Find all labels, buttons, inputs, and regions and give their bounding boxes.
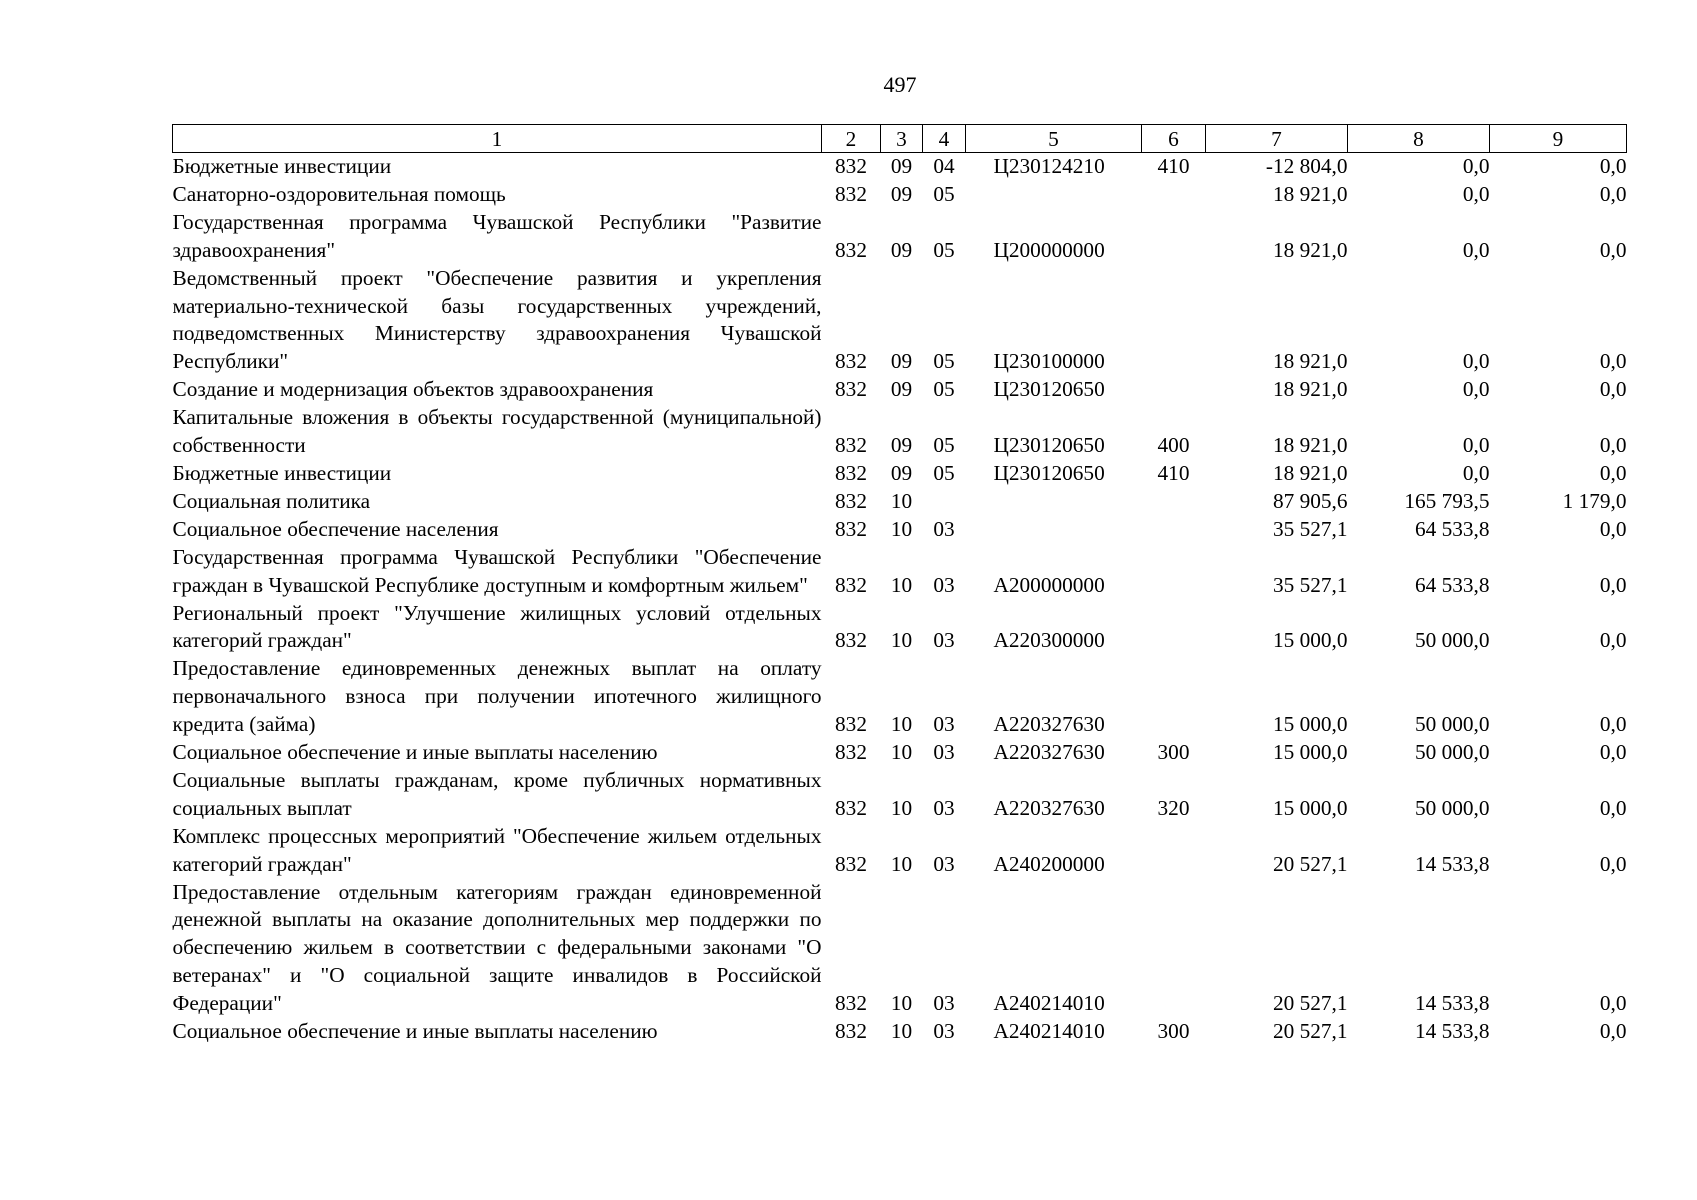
amount-col-7: 35 527,1 [1272,516,1348,541]
subsection-code: 03 [933,851,955,876]
subsection-code: 05 [933,377,955,402]
admin-code: 832 [835,991,867,1016]
admin-code: 832 [835,628,867,653]
expense-type-code [1142,488,1206,516]
target-article-code: Ц200000000 [993,237,1105,262]
amount-col-8: 0,0 [1462,433,1490,458]
table-row [173,767,1627,823]
expense-type-code: 410 [1157,154,1190,178]
amount-col-9: 0,0 [1599,460,1627,485]
amount-col-8: 0,0 [1462,154,1490,178]
table-row [173,488,1627,516]
section-code: 10 [890,712,913,737]
amount-col-8: 0,0 [1462,460,1490,485]
amount-col-9: 0,0 [1599,181,1627,206]
expense-type-code: 300 [1157,1019,1190,1044]
amount-col-8: 64 533,8 [1414,516,1490,541]
amount-col-9: 0,0 [1599,740,1627,765]
row-name: Государственная программа Чувашской Республики "Развитие здравоохранения" [172,209,822,262]
subsection-code: 03 [933,795,955,820]
subsection-code: 03 [933,516,955,541]
amount-col-7: 15 000,0 [1272,740,1348,765]
target-article-code: А220327630 [993,712,1105,737]
amount-col-7: 20 527,1 [1272,991,1348,1016]
amount-col-7: 20 527,1 [1272,1019,1348,1044]
row-name: Предоставление отдельным категориям граждан единовременной денежной выплаты на оказание дополнительных мер поддержки по обеспечению жильем в соответствии с федеральными законами "О ветеранах" и "О социальной защите инвалидов в Российской Федерации" [172,879,822,1016]
target-article-code: А220327630 [993,795,1105,820]
target-article-code: А220327630 [993,740,1105,765]
amount-col-7: 18 921,0 [1272,433,1348,458]
amount-col-9: 0,0 [1599,349,1627,374]
expense-type-code [1142,879,1206,1019]
subsection-code: 05 [933,349,955,374]
target-article-code: Ц230120650 [993,377,1105,402]
column-header-8: 8 [1348,125,1490,153]
section-code: 10 [890,795,913,820]
table-row [173,544,1627,600]
admin-code: 832 [835,349,867,374]
target-article-code [966,488,1142,516]
table-row [173,516,1627,544]
amount-col-8: 14 533,8 [1414,851,1490,876]
section-code: 09 [890,154,913,178]
table-row [173,153,1627,181]
admin-code: 832 [835,712,867,737]
amount-col-9: 0,0 [1599,712,1627,737]
admin-code: 832 [835,433,867,458]
amount-col-8: 50 000,0 [1414,795,1490,820]
row-name: Региональный проект "Улучшение жилищных условий отдельных категорий граждан" [172,600,822,653]
table-row [173,879,1627,1019]
amount-col-8: 0,0 [1462,377,1490,402]
table-row [173,209,1627,265]
target-article-code: Ц230120650 [993,433,1105,458]
section-code: 10 [890,991,913,1016]
section-code: 10 [890,740,913,765]
amount-col-8: 50 000,0 [1414,712,1490,737]
row-name: Ведомственный проект "Обеспечение развития и укрепления материально-технической базы государственных учреждений, подведомственных Министерству здравоохранения Чувашской Республики" [172,265,822,374]
row-name: Социальные выплаты гражданам, кроме публичных нормативных социальных выплат [172,767,822,820]
admin-code: 832 [835,851,867,876]
amount-col-9: 0,0 [1599,154,1627,178]
admin-code: 832 [835,181,867,206]
table-row [173,655,1627,739]
table-row [173,376,1627,404]
subsection-code: 03 [933,572,955,597]
table-row [173,600,1627,656]
expense-type-code: 300 [1157,740,1190,765]
expense-type-code [1142,209,1206,265]
section-code: 09 [890,181,913,206]
amount-col-8: 0,0 [1462,237,1490,262]
expense-type-code: 410 [1157,460,1190,485]
amount-col-8: 0,0 [1462,181,1490,206]
subsection-code: 04 [933,154,955,178]
section-code: 10 [890,851,913,876]
expense-type-code: 400 [1157,433,1190,458]
column-header-3: 3 [881,125,923,153]
amount-col-7: 20 527,1 [1272,851,1348,876]
subsection-code: 03 [933,991,955,1016]
amount-col-9: 1 179,0 [1562,488,1627,513]
amount-col-8: 14 533,8 [1414,1019,1490,1044]
budget-table [172,124,1627,1046]
target-article-code: А200000000 [993,572,1105,597]
target-article-code: А240200000 [993,851,1105,876]
expense-type-code [1142,600,1206,656]
section-code: 09 [890,460,913,485]
amount-col-8: 0,0 [1462,349,1490,374]
admin-code: 832 [835,377,867,402]
expense-type-code [1142,376,1206,404]
section-code: 10 [890,1019,913,1044]
amount-col-7: 18 921,0 [1272,237,1348,262]
expense-type-code: 320 [1157,795,1190,820]
amount-col-9: 0,0 [1599,377,1627,402]
target-article-code [966,516,1142,544]
target-article-code: Ц230124210 [993,154,1105,178]
amount-col-8: 64 533,8 [1414,572,1490,597]
admin-code: 832 [835,740,867,765]
section-code: 10 [890,488,913,513]
column-header-2: 2 [822,125,881,153]
amount-col-9: 0,0 [1599,516,1627,541]
column-header-9: 9 [1490,125,1627,153]
amount-col-7: 15 000,0 [1272,628,1348,653]
row-name: Комплекс процессных мероприятий "Обеспечение жильем отдельных категорий граждан" [172,823,822,876]
target-article-code: Ц230120650 [993,460,1105,485]
admin-code: 832 [835,154,867,178]
row-name: Социальное обеспечение населения [172,516,499,541]
expense-type-code [1142,544,1206,600]
section-code: 09 [890,349,913,374]
amount-col-7: 18 921,0 [1272,349,1348,374]
subsection-code: 05 [933,433,955,458]
table-body [173,153,1627,1047]
subsection-code: 03 [933,740,955,765]
column-header-7: 7 [1206,125,1348,153]
row-name: Санаторно-оздоровительная помощь [172,181,506,206]
amount-col-9: 0,0 [1599,1019,1627,1044]
row-name: Бюджетные инвестиции [172,154,392,178]
target-article-code: А240214010 [993,991,1105,1016]
amount-col-7: 15 000,0 [1272,795,1348,820]
amount-col-9: 0,0 [1599,628,1627,653]
subsection-code: 03 [933,628,955,653]
amount-col-9: 0,0 [1599,433,1627,458]
section-code: 10 [890,516,913,541]
expense-type-code [1142,823,1206,879]
row-name: Социальная политика [172,488,371,513]
subsection-code: 05 [933,181,955,206]
amount-col-8: 50 000,0 [1414,740,1490,765]
row-name: Бюджетные инвестиции [172,460,392,485]
table-row [173,1018,1627,1046]
expense-type-code [1142,181,1206,209]
amount-col-7: 18 921,0 [1272,181,1348,206]
row-name: Социальное обеспечение и иные выплаты населению [172,1019,658,1044]
section-code: 09 [890,433,913,458]
subsection-code [923,488,966,516]
subsection-code: 03 [933,1019,955,1044]
amount-col-7: 35 527,1 [1272,572,1348,597]
amount-col-8: 165 793,5 [1404,488,1490,513]
column-header-4: 4 [923,125,966,153]
section-code: 10 [890,572,913,597]
table-row [173,739,1627,767]
admin-code: 832 [835,460,867,485]
row-name: Капитальные вложения в объекты государственной (муниципальной) собственности [172,405,822,458]
subsection-code: 03 [933,712,955,737]
table-row [173,460,1627,488]
target-article-code: Ц230100000 [993,349,1105,374]
amount-col-8: 14 533,8 [1414,991,1490,1016]
admin-code: 832 [835,795,867,820]
subsection-code: 05 [933,460,955,485]
amount-col-7: -12 804,0 [1265,154,1348,178]
admin-code: 832 [835,237,867,262]
table-row [173,404,1627,460]
section-code: 10 [890,628,913,653]
row-name: Предоставление единовременных денежных выплат на оплату первоначального взноса при получении ипотечного жилищного кредита (займа) [172,656,822,737]
page-number: 497 [883,72,917,97]
row-name: Государственная программа Чувашской Республики "Обеспечение граждан в Чувашской Республике доступным и комфортным жильем" [172,544,822,597]
column-header-5: 5 [966,125,1142,153]
table-row [173,823,1627,879]
target-article-code: А240214010 [993,1019,1105,1044]
amount-col-9: 0,0 [1599,795,1627,820]
subsection-code: 05 [933,237,955,262]
expense-type-code [1142,655,1206,739]
amount-col-7: 15 000,0 [1272,712,1348,737]
expense-type-code [1142,265,1206,377]
amount-col-9: 0,0 [1599,851,1627,876]
target-article-code: А220300000 [993,628,1105,653]
section-code: 09 [890,377,913,402]
table-row [173,181,1627,209]
column-number-row [173,125,1627,153]
amount-col-9: 0,0 [1599,991,1627,1016]
amount-col-7: 18 921,0 [1272,460,1348,485]
amount-col-9: 0,0 [1599,572,1627,597]
amount-col-7: 18 921,0 [1272,377,1348,402]
amount-col-9: 0,0 [1599,237,1627,262]
row-name: Социальное обеспечение и иные выплаты населению [172,740,658,765]
target-article-code [966,181,1142,209]
table-row [173,265,1627,377]
amount-col-7: 87 905,6 [1272,488,1348,513]
row-name: Создание и модернизация объектов здравоохранения [172,377,654,402]
admin-code: 832 [835,1019,867,1044]
admin-code: 832 [835,572,867,597]
admin-code: 832 [835,488,867,513]
column-header-1: 1 [173,125,822,153]
expense-type-code [1142,516,1206,544]
section-code: 09 [890,237,913,262]
amount-col-8: 50 000,0 [1414,628,1490,653]
column-header-6: 6 [1142,125,1206,153]
admin-code: 832 [835,516,867,541]
